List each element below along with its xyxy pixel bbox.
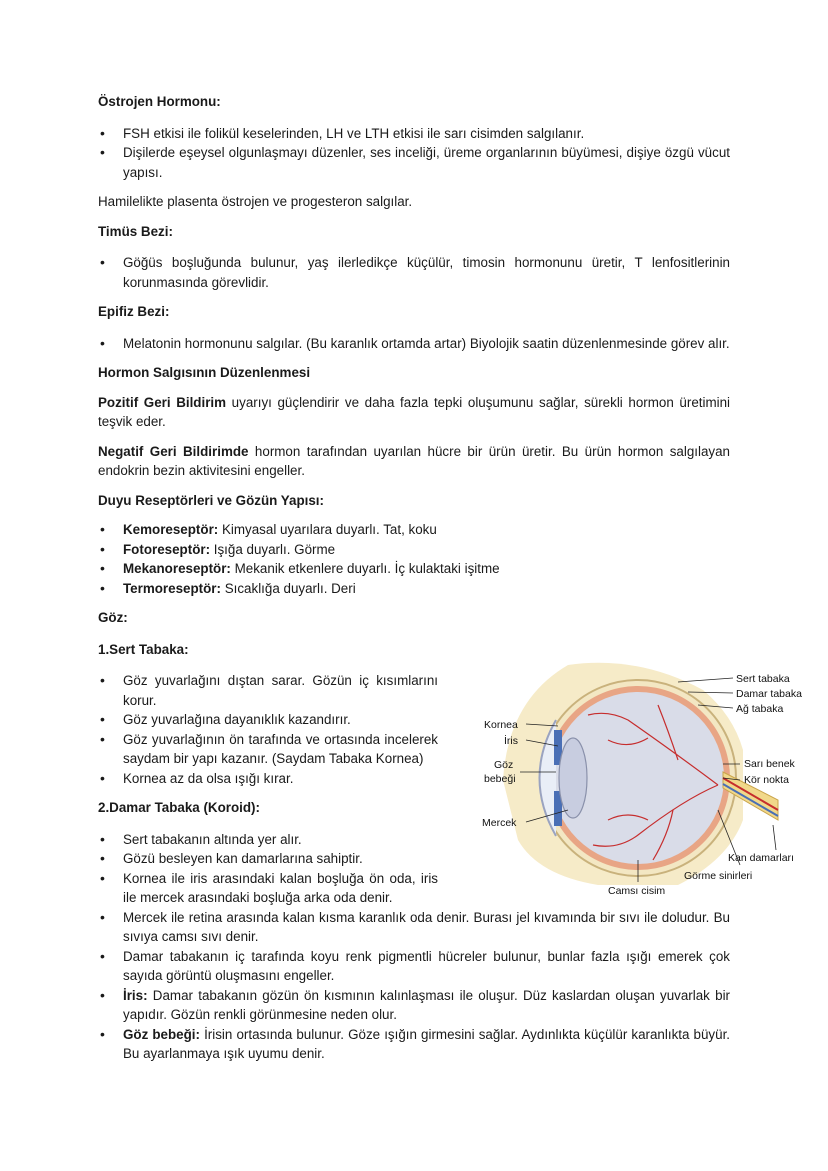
list-item: • Göz yuvarlağına dayanıklık kazandırır. xyxy=(98,710,438,730)
heading-regulation: Hormon Salgısının Düzenlenmesi xyxy=(98,365,311,380)
term: Göz bebeği: xyxy=(123,1026,200,1042)
thymus-list xyxy=(98,253,730,292)
term: Kemoreseptör: xyxy=(123,522,219,537)
label-cornea: Kornea xyxy=(484,719,518,731)
heading-sclera: 1.Sert Tabaka: xyxy=(98,641,189,657)
positive-term: Pozitif Geri Bildirim xyxy=(98,394,227,410)
list-item: • Melatonin hormonunu salgılar. (Bu karanlık ortamda artar) Biyolojik saatin düzenlenmesinde görev alır. xyxy=(98,334,730,354)
list-item xyxy=(98,579,730,599)
heading-estrogen: Östrojen Hormonu: xyxy=(98,94,221,109)
list-item: • FSH etkisi ile folikül keselerinden, LH ve LTH etkisi ile sarı cisimden salgılanır. xyxy=(98,124,730,144)
choroid-list-wide xyxy=(98,908,730,1064)
negative-feedback xyxy=(98,442,730,481)
eye-anatomy-diagram xyxy=(478,660,808,900)
definition: Kimyasal uyarılara duyarlı. Tat, koku xyxy=(218,522,437,537)
list-item xyxy=(98,559,730,579)
negative-term: Negatif Geri Bildirimde xyxy=(98,443,249,459)
label-vessels: Kan damarları xyxy=(728,852,794,864)
label-pupil-2: bebeği xyxy=(484,773,516,785)
list-item: • Göz yuvarlağının ön tarafında ve ortasında incelerek saydam bir yapı kazanır. (Saydam Tabaka Kornea) xyxy=(98,730,438,769)
definition: Damar tabakanın gözün ön kısmının kalınlaşması ile oluşur. Düz kaslardan oluşan yuvarlak bir yapıdır. Gözün renkli görünmesine neden olur. xyxy=(123,987,730,1022)
label-macula: Sarı benek xyxy=(744,758,795,770)
term: Termoreseptör: xyxy=(123,580,221,596)
negative-text: hormon tarafından uyarılan hücre bir ürün üretir. Bu ürün hormon salgılayan endokrin bezin aktivitesini engeller. xyxy=(98,443,730,478)
definition: İrisin ortasında bulunur. Göze ışığın girmesini sağlar. Aydınlıkta küçülür karanlıkta büyür. Bu ayarlanmaya ışık uyumu denir. xyxy=(123,1026,731,1061)
label-lens: Mercek xyxy=(482,817,517,829)
lens xyxy=(559,738,587,818)
pineal-list xyxy=(98,334,730,354)
estrogen-list xyxy=(98,124,730,183)
label-sclera: Sert tabaka xyxy=(736,673,790,685)
term: Fotoreseptör: xyxy=(123,541,211,557)
estrogen-note: Hamilelikte plasenta östrojen ve progesteron salgılar. xyxy=(98,194,413,209)
list-item xyxy=(98,520,730,540)
list-item: • Göz yuvarlağını dıştan sarar. Gözün iç kısımlarını korur. xyxy=(98,671,438,710)
label-retina: Ağ tabaka xyxy=(736,703,784,715)
label-choroid: Damar tabaka xyxy=(736,688,802,700)
list-item: • Sert tabakanın altında yer alır. xyxy=(98,830,438,850)
label-blind-spot: Kör nokta xyxy=(744,774,789,786)
definition: Mekanik etkenlere duyarlı. İç kulaktaki işitme xyxy=(230,561,500,576)
list-item: • Kornea ile iris arasındaki kalan boşluğa ön oda, iris ile mercek arasındaki boşluğa arka oda denir. xyxy=(98,869,438,908)
list-item: • Göğüs boşluğunda bulunur, yaş ilerledikçe küçülür, timosin hormonunu üretir, T lenfositlerinin korunmasında görevlidir. xyxy=(98,253,730,292)
definition: Mercek ile retina arasında kalan kısma karanlık oda denir. Burası jel kıvamında bir sıvı ile doludur. Bu sıvıya camsı sıvı denir. xyxy=(123,909,730,944)
heading-eye: Göz: xyxy=(98,610,128,625)
label-iris: İris xyxy=(504,735,518,747)
definition: Işığa duyarlı. Görme xyxy=(210,541,336,557)
heading-pineal: Epifiz Bezi: xyxy=(98,304,170,319)
receptor-list xyxy=(98,520,730,598)
label-pupil-1: Göz xyxy=(494,759,514,771)
list-item xyxy=(98,1025,730,1064)
positive-text: uyarıyı güçlendirir ve daha fazla tepki oluşumunu sağlar, sürekli hormon üretimini teşvik eder. xyxy=(98,394,731,429)
positive-feedback xyxy=(98,393,730,432)
heading-receptors: Duyu Reseptörleri ve Gözün Yapısı: xyxy=(98,492,324,508)
heading-choroid: 2.Damar Tabaka (Koroid): xyxy=(98,800,260,815)
term: İris: xyxy=(123,987,148,1003)
list-item: • Dişilerde eşeysel olgunlaşmayı düzenler, ses inceliği, üreme organlarının büyümesi, dişiye özgü vücut yapısı. xyxy=(98,143,730,182)
list-item xyxy=(98,986,730,1025)
list-item xyxy=(98,947,730,986)
list-item: • Kornea az da olsa ışığı kırar. xyxy=(98,769,438,789)
definition: Sıcaklığa duyarlı. Deri xyxy=(220,580,356,596)
list-item: • Gözü besleyen kan damarlarına sahiptir. xyxy=(98,849,438,869)
heading-thymus: Timüs Bezi: xyxy=(98,223,173,239)
label-optic-nerve: Görme sinirleri xyxy=(684,870,753,882)
definition: Damar tabakanın iç tarafında koyu renk pigmentli hücreler bulunur, bunlar fazla ışığı emerek çok sayıda görüntü oluşmasını engeller. xyxy=(123,948,730,983)
term: Mekanoreseptör: xyxy=(123,561,231,576)
document-page xyxy=(98,92,730,1064)
list-item xyxy=(98,540,730,560)
label-vitreous: Camsı cisim xyxy=(608,885,666,897)
list-item xyxy=(98,908,730,947)
